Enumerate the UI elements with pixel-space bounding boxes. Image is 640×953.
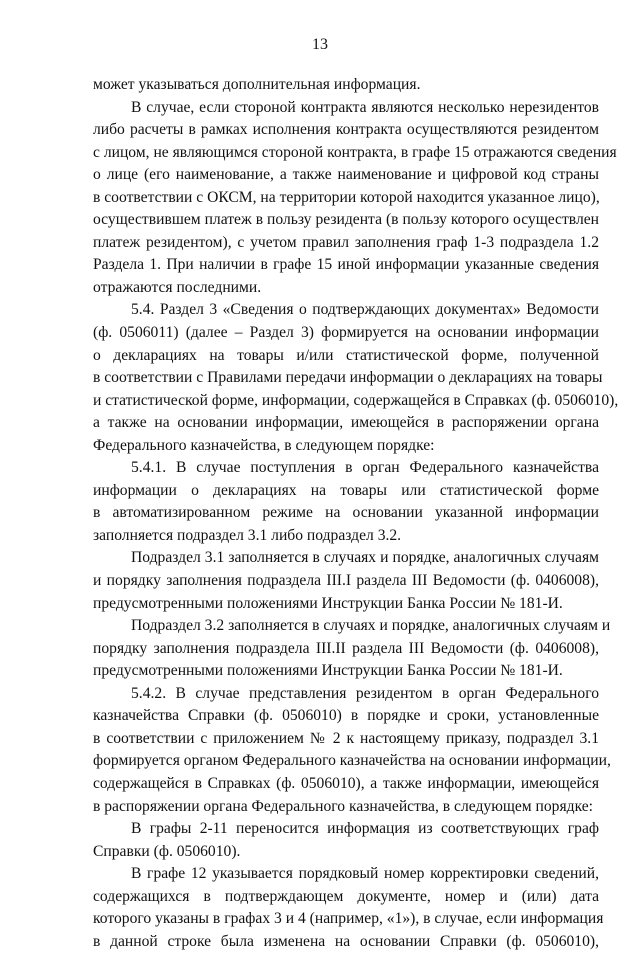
text-line: которого указаны в графах 3 и 4 (например, «1»), в случае, если информация: [93, 910, 604, 928]
text-line: Федерального казначейства, в следующем порядке:: [93, 436, 435, 454]
text-line: содержащейся в Справках (ф. 0506010), а также информации, имеющейся: [93, 774, 599, 792]
text-line: Справки (ф. 0506010).: [93, 842, 241, 860]
text-line: 5.4.1. В случае поступления в орган Федерального казначейства: [131, 459, 599, 477]
text-line: в соответствии с Правилами передачи информации о декларациях на товары: [93, 369, 603, 387]
text-line: в данной строке была изменена на основании Справки (ф. 0506010),: [93, 932, 599, 950]
text-line: порядку заполнения подраздела III.II раздела III Ведомости (ф. 0406008),: [93, 639, 599, 657]
text-line: отражаются последними.: [93, 278, 262, 296]
text-line: Раздела 1. При наличии в графе 15 иной информации указанные сведения: [93, 256, 599, 274]
text-line: осуществившем платеж в пользу резидента (в пользу которого осуществлен: [93, 211, 599, 229]
text-line: предусмотренными положениями Инструкции Банка России № 181-И.: [93, 594, 563, 612]
text-line: платеж резидентом), с учетом правил заполнения граф 1-3 подраздела 1.2: [93, 233, 599, 251]
text-line: в соответствии с ОКСМ, на территории которой находится указанное лицо),: [93, 188, 600, 206]
text-line: и порядку заполнения подраздела III.I раздела III Ведомости (ф. 0406008),: [93, 572, 599, 590]
text-line: информации о декларациях на товары или статистической форме: [93, 481, 599, 499]
text-line: 5.4. Раздел 3 «Сведения о подтверждающих документах» Ведомости: [131, 301, 599, 319]
text-line: предусмотренными положениями Инструкции Банка России № 181-И.: [93, 662, 563, 680]
text-line: формируется органом Федерального казначейства на основании информации,: [93, 752, 611, 770]
text-line: в соответствии с приложением № 2 к настоящему приказу, подраздел 3.1: [93, 729, 599, 747]
text-line: заполняется подраздел 3.1 либо подраздел 3.2.: [93, 526, 402, 544]
text-line: В графе 12 указывается порядковый номер корректировки сведений,: [131, 865, 599, 883]
text-line: с лицом, не являющимся стороной контракта, в графе 15 отражаются сведения: [93, 143, 617, 161]
text-line: казначейства Справки (ф. 0506010) в порядке и сроки, установленные: [93, 707, 599, 725]
text-line: а также на основании информации, имеющейся в распоряжении органа: [93, 414, 599, 432]
text-line: либо расчеты в рамках исполнения контракта осуществляются резидентом: [93, 121, 599, 139]
text-line: В графы 2-11 переносится информация из соответствующих граф: [131, 820, 599, 838]
text-line: Подраздел 3.2 заполняется в случаях и порядке, аналогичных случаям и: [131, 617, 611, 635]
text-line: 5.4.2. В случае представления резидентом в орган Федерального: [131, 684, 599, 702]
text-line: в распоряжении органа Федерального казначейства, в следующем порядке:: [93, 797, 594, 815]
text-line: содержащихся в подтверждающем документе, номер и (или) дата: [93, 887, 599, 905]
text-line: о декларациях на товары и/или статистической форме, полученной: [93, 346, 599, 364]
body-text: [93, 74, 619, 953]
text-line: в автоматизированном режиме на основании указанной информации: [93, 504, 599, 522]
page-number: 13: [312, 36, 328, 53]
text-line: Подраздел 3.1 заполняется в случаях и порядке, аналогичных случаям: [131, 549, 599, 567]
text-line: В случае, если стороной контракта являются несколько нерезидентов: [131, 98, 599, 116]
text-line: (ф. 0506011) (далее – Раздел 3) формируется на основании информации: [93, 324, 599, 342]
text-line: и статистической форме, информации, содержащейся в Справках (ф. 0506010),: [93, 391, 619, 409]
text-line: может указываться дополнительная информация.: [93, 76, 421, 93]
text-line: о лице (его наименование, а также наименование и цифровой код страны: [93, 166, 599, 184]
